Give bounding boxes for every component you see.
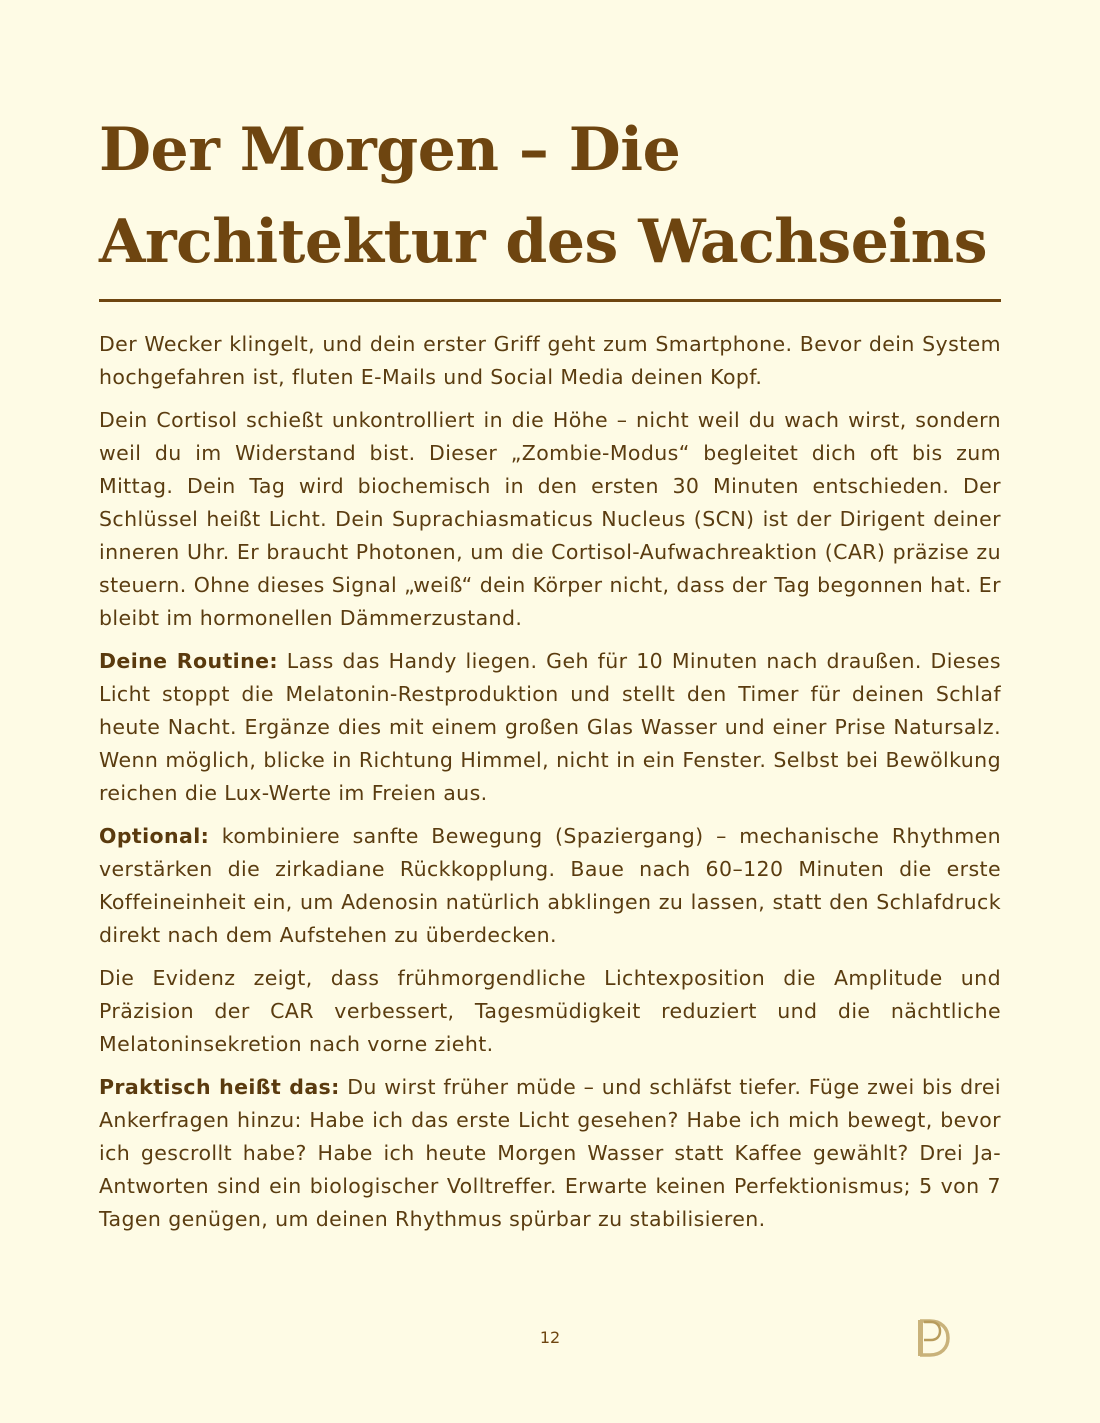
paragraph-lead: Praktisch heißt das: [99, 1075, 340, 1099]
paragraph-text: Die Evidenz zeigt, dass frühmorgendliche Lichtexposition die Amplitude und Präzision der CAR verbessert, Tagesmüdigkeit reduziert und die nächtliche Melatoninsekretion nach vorne zieht. [99, 966, 1001, 1056]
page-title: Der Morgen – Die Architektur des Wachseins [99, 115, 988, 277]
paragraph [99, 404, 1001, 635]
paragraph-text: Dein Cortisol schießt unkontrolliert in die Höhe – nicht weil du wach wirst, sondern weil du im Widerstand bist. Dieser „Zombie-Modus“ begleitet dich oft bis zum Mittag. Dein Tag wird biochemisch in den ersten 30 Minuten entschieden. Der Schlüssel heißt Licht. Dein Suprachiasmaticus Nucleus (SCN) ist der Dirigent deiner inneren Uhr. Er braucht Photonen, um die Cortisol-Aufwachreaktion (CAR) präzise zu steuern. Ohne dieses Signal „weiß“ dein Körper nicht, dass der Tag begonnen hat. Er bleibt im hormonellen Dämmerzustand. [99, 408, 1001, 630]
page-number: 12 [539, 1328, 561, 1347]
title-divider [99, 299, 1001, 302]
paragraph-text: Lass das Handy liegen. Geh für 10 Minuten nach draußen. Dieses Licht stoppt die Melatonin-Restproduktion und stellt den Timer für deinen Schlaf heute Nacht. Ergänze dies mit einem großen Glas Wasser und einer Prise Natursalz. Wenn möglich, blicke in Richtung Himmel, nicht in ein Fenster. Selbst bei Bewölkung reichen die Lux-Werte im Freien aus. [99, 649, 1001, 805]
paragraph [99, 820, 1001, 952]
body-text [99, 328, 1001, 1246]
paragraph-text: kombiniere sanfte Bewegung (Spaziergang) – mechanische Rhythmen verstärken die zirkadiane Rückkopplung. Baue nach 60–120 Minuten die erste Koffeineinheit ein, um Adenosin natürlich abklingen zu lassen, statt den Schlafdruck direkt nach dem Aufstehen zu überdecken. [99, 824, 1001, 947]
paragraph [99, 1071, 1001, 1236]
paragraph-lead: Optional: [99, 824, 210, 848]
paragraph [99, 645, 1001, 810]
paragraph [99, 328, 1001, 394]
paragraph-text: Du wirst früher müde – und schläfst tiefer. Füge zwei bis drei Ankerfragen hinzu: Habe ich das erste Licht gesehen? Habe ich mich bewegt, bevor ich gescrollt habe? Habe ich heute Morgen Wasser statt Kaffee gewählt? Drei Ja-Antworten sind ein biologischer Volltreffer. Erwarte keinen Perfektionismus; 5 von 7 Tagen genügen, um deinen Rhythmus spürbar zu stabilisieren. [99, 1075, 1001, 1231]
paragraph-text: Der Wecker klingelt, und dein erster Griff geht zum Smartphone. Bevor dein System hochgefahren ist, fluten E-Mails und Social Media deinen Kopf. [99, 332, 1001, 389]
dp-monogram-icon [914, 1316, 954, 1360]
paragraph [99, 962, 1001, 1061]
paragraph-lead: Deine Routine: [99, 649, 278, 673]
